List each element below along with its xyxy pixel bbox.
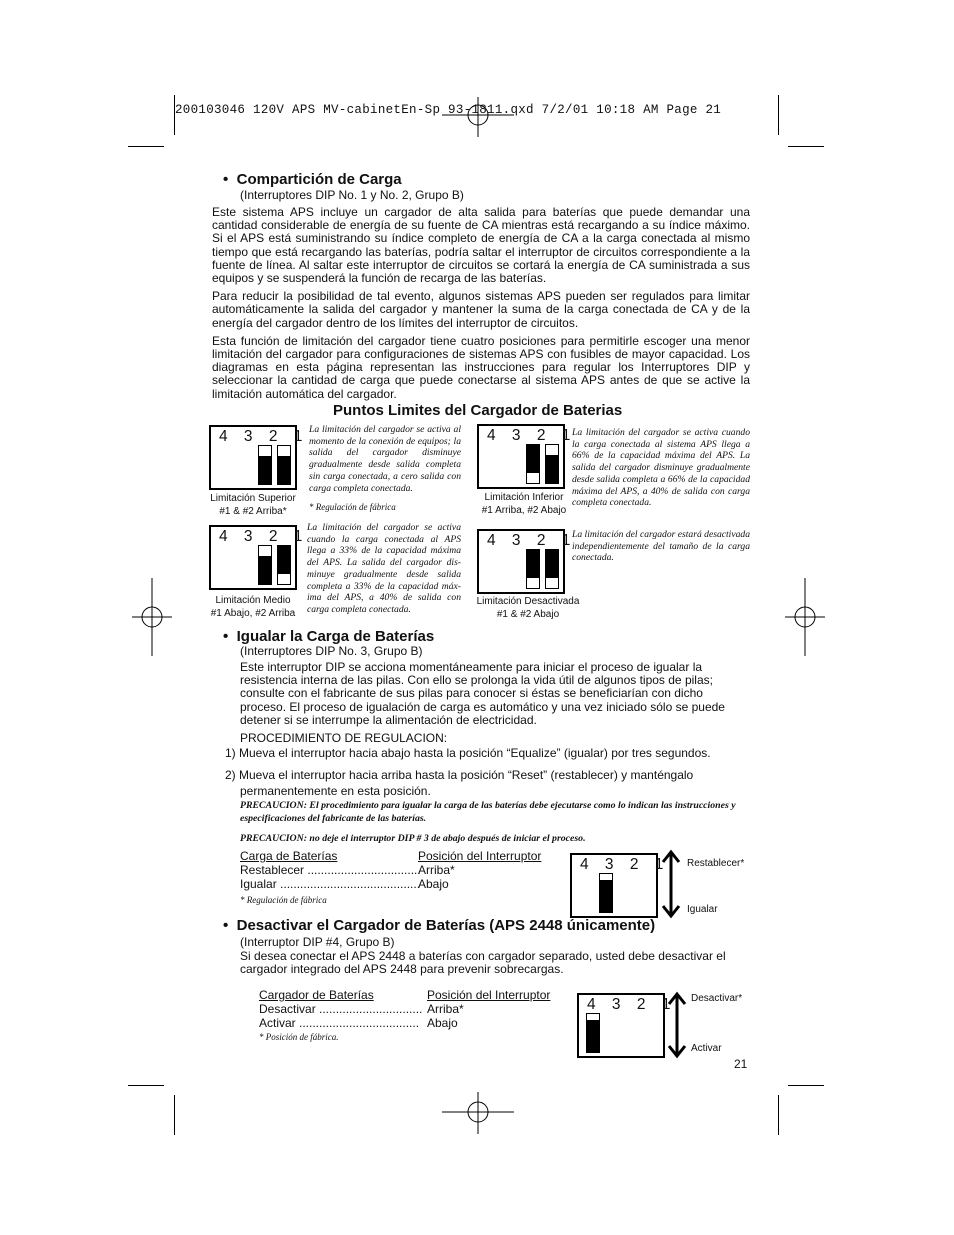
caution-2: PRECAUCION: no deje el interruptor DIP # 3 de abajo después de iniciar el proceso. xyxy=(240,833,586,844)
section1-paragraph: Este sistema APS incluye un cargador de alta salida para baterías que puede demandar una cantidad considerable de energía de su fuente de CA mientras está recargando a su índice máximo. Si el APS está suministrando su índice completo de energía de CA a la carga conectada al mismo tiempo que está recargando las baterías, podría saltar el interruptor de circuitos correspondiente a la fuente de línea. Al saltar este interruptor de circuitos se cortará la energía de CA suministrada a sus equipos y se suspenderá la función de recarga de las baterías. xyxy=(212,205,750,286)
equalize-table xyxy=(240,849,550,891)
procedure-step-2-cont: permanentemente en esta posición. xyxy=(240,784,431,798)
dip-switch-1 xyxy=(277,545,291,585)
dip-switch-numbers: 4 3 2 1 xyxy=(219,428,309,445)
double-arrow-icon xyxy=(666,990,688,1060)
table-header: Cargador de Baterías xyxy=(259,988,374,1002)
dip-switch-1 xyxy=(277,445,291,485)
table-header: Posición del Interruptor xyxy=(427,988,551,1002)
dip-switch-1 xyxy=(545,444,559,484)
arrow-label-enable: Activar xyxy=(691,1043,722,1054)
caution-1: PRECAUCION: El procedimiento para igualar la carga de las baterías debe ejecutarse como lo indican las instrucciones y especificaciones del fabricante de las baterías. xyxy=(240,800,736,824)
dip-switch-diagram-equalize xyxy=(570,853,670,918)
dip-switch-2 xyxy=(526,549,540,589)
section3-title: Desactivar el Cargador de Baterías (APS 2448 únicamente) xyxy=(236,917,656,934)
crop-mark xyxy=(174,95,175,135)
section2-title: Igualar la Carga de Baterías xyxy=(236,628,435,645)
desc-medio: La limitación del cargador se activa cuando la carga conectada al APS llega a 33% de la capacidad máxima del APS. La salida del cargador dis- minuye gradualmente desde salida completa a 33% de la capacidad máx- ima del APS, a 40% de salida con carga completa conectada. xyxy=(307,522,461,615)
dip-switch-2 xyxy=(526,444,540,484)
dip-switch-diagram-superior xyxy=(209,425,309,490)
crop-mark xyxy=(128,146,164,147)
table-header: Posición del Interruptor xyxy=(418,849,542,863)
caption-inferior: Limitación Inferior #1 Arriba, #2 Abajo xyxy=(481,492,567,516)
section1-paragraph: Para reducir la posibilidad de tal evento, algunos sistemas APS pueden ser regulados para limitar automáticamente la salida del cargador y mantener la suma de la carga conectada de CA y de la energía del cargador dentro de los límites del interruptor de circuitos. xyxy=(212,289,750,330)
dip-switch-4 xyxy=(586,1013,600,1053)
dip-switch-2 xyxy=(258,445,272,485)
section3-subtitle: (Interruptor DIP #4, Grupo B) xyxy=(240,935,395,949)
caption-desactivada: Limitación Desactivada #1 & #2 Abajo xyxy=(476,596,580,620)
equalize-note: * Regulación de fábrica xyxy=(240,895,327,905)
registration-mark-icon xyxy=(442,97,514,137)
registration-mark-icon xyxy=(132,578,172,656)
caption-superior: Limitación Superior #1 & #2 Arriba* xyxy=(210,493,296,517)
crop-mark xyxy=(778,95,779,135)
procedure-step-2: 2) Mueva el interruptor hacia arriba hasta la posición “Reset” (restablecer) y manténgalo xyxy=(225,768,694,782)
desc-superior: La limitación del cargador se activa al momento de la conexión de equipos; la salida del cargador disminuye gradualmente desde salida completa sin carga conectada, a cero salida con carga completa conectada. xyxy=(309,424,461,494)
dip-switch-2 xyxy=(258,545,272,585)
dip-switch-numbers: 4 3 2 1 xyxy=(219,528,309,545)
registration-mark-icon xyxy=(442,1092,514,1134)
page-number: 21 xyxy=(734,1057,748,1071)
caption-medio: Limitación Medio #1 Abajo, #2 Arriba xyxy=(210,595,296,619)
table-row: Activar .................................... Abajo xyxy=(259,1016,458,1030)
section-title-load-sharing xyxy=(223,171,402,188)
table-row: Desactivar ............................... Arriba* xyxy=(259,1002,464,1016)
dip-switch-diagram-medio xyxy=(209,525,309,590)
dip-switch-numbers: 4 3 2 1 xyxy=(487,427,577,444)
arrow-label-disable: Desactivar* xyxy=(691,993,743,1004)
note-superior: * Regulación de fábrica xyxy=(309,502,396,512)
dip-switch-1 xyxy=(545,549,559,589)
limits-title: Puntos Limites del Cargador de Baterias xyxy=(333,402,623,419)
desc-inferior: La limitación del cargador se activa cuando la carga conectada al sistema APS llega a 66% de la capacidad máxima del APS. La salida del cargador disminuye gradualmente desde salida completa a 66% de la capacidad máxima del APS, a 40% de salida con carga completa conectada. xyxy=(572,427,750,509)
bullet: • xyxy=(223,171,229,188)
section2-paragraph: Este interruptor DIP se acciona momentáneamente para iniciar el proceso de igualar la resistencia interna de las pilas. Con ello se prolonga la vida útil de algunos tipos de pilas; consulte con el fabricante de sus pilas para conocer si éstas se beneficiarían con dicho proceso. El proceso de igualación de carga es automático y una vez iniciado sólo se puede detener si se interrumpe la alimentación de electricidad. xyxy=(240,660,725,727)
section-title-disable-charger xyxy=(223,917,655,934)
crop-mark xyxy=(788,146,824,147)
registration-mark-icon xyxy=(785,578,825,656)
dip-switch-numbers: 4 3 2 1 xyxy=(580,856,670,873)
crop-mark xyxy=(788,1085,824,1086)
procedure-step-1: 1) Mueva el interruptor hacia abajo hasta la posición “Equalize” (igualar) por tres segundos. xyxy=(225,746,711,760)
disable-charger-note: * Posición de fábrica. xyxy=(259,1032,339,1042)
disable-charger-table xyxy=(259,988,569,1030)
desc-desactivada: La limitación del cargador estará desactivada independientemente del tamaño de la carga conectada. xyxy=(572,529,750,564)
crop-mark xyxy=(128,1085,164,1086)
section2-subtitle: (Interruptores DIP No. 3, Grupo B) xyxy=(240,644,423,658)
section1-paragraph: Esta función de limitación del cargador tiene cuatro posiciones para permitirle escoger una menor limitación del cargador para configuraciones de sistemas APS con fusibles de mayor capacidad. Los diagramas en esta página representan las instrucciones para regular los Interruptores DIP y seleccionar la cantidad de carga que puede conectarse al sistema APS antes de que se active la limitación automática del cargador. xyxy=(212,333,750,401)
section-title-equalize xyxy=(223,628,434,645)
procedure-title: PROCEDIMIENTO DE REGULACION: xyxy=(240,731,448,745)
double-arrow-icon xyxy=(660,848,682,920)
crop-mark xyxy=(174,1095,175,1135)
table-header: Carga de Baterías xyxy=(240,849,338,863)
dip-switch-3 xyxy=(599,873,613,913)
arrow-label-reset: Restablecer* xyxy=(687,858,745,869)
crop-mark xyxy=(778,1095,779,1135)
section1-subtitle: (Interruptores DIP No. 1 y No. 2, Grupo B) xyxy=(240,188,464,202)
section3-paragraph: Si desea conectar el APS 2448 a baterías con cargador separado, usted debe desactivar el cargador integrado del APS 2448 para prevenir sobrecargas. xyxy=(240,949,726,977)
dip-switch-diagram-disable xyxy=(577,993,677,1058)
bullet: • xyxy=(223,917,229,934)
dip-switch-numbers: 4 3 2 1 xyxy=(587,996,677,1013)
dip-switch-numbers: 4 3 2 1 xyxy=(487,532,577,549)
table-row: Igualar .......................................... Abajo xyxy=(240,877,449,891)
file-header: 200103046 120V APS MV-cabinetEn-Sp 93-1811.qxd 7/2/01 10:18 AM Page 21 xyxy=(175,103,722,117)
dip-switch-diagram-desactivada xyxy=(477,529,577,594)
arrow-label-equalize: Igualar xyxy=(687,904,718,915)
section1-title: Compartición de Carga xyxy=(236,171,402,188)
bullet: • xyxy=(223,628,229,645)
table-row: Restablecer .................................. Arriba* xyxy=(240,863,455,877)
section1-body xyxy=(212,206,750,401)
dip-switch-diagram-inferior xyxy=(477,424,577,489)
